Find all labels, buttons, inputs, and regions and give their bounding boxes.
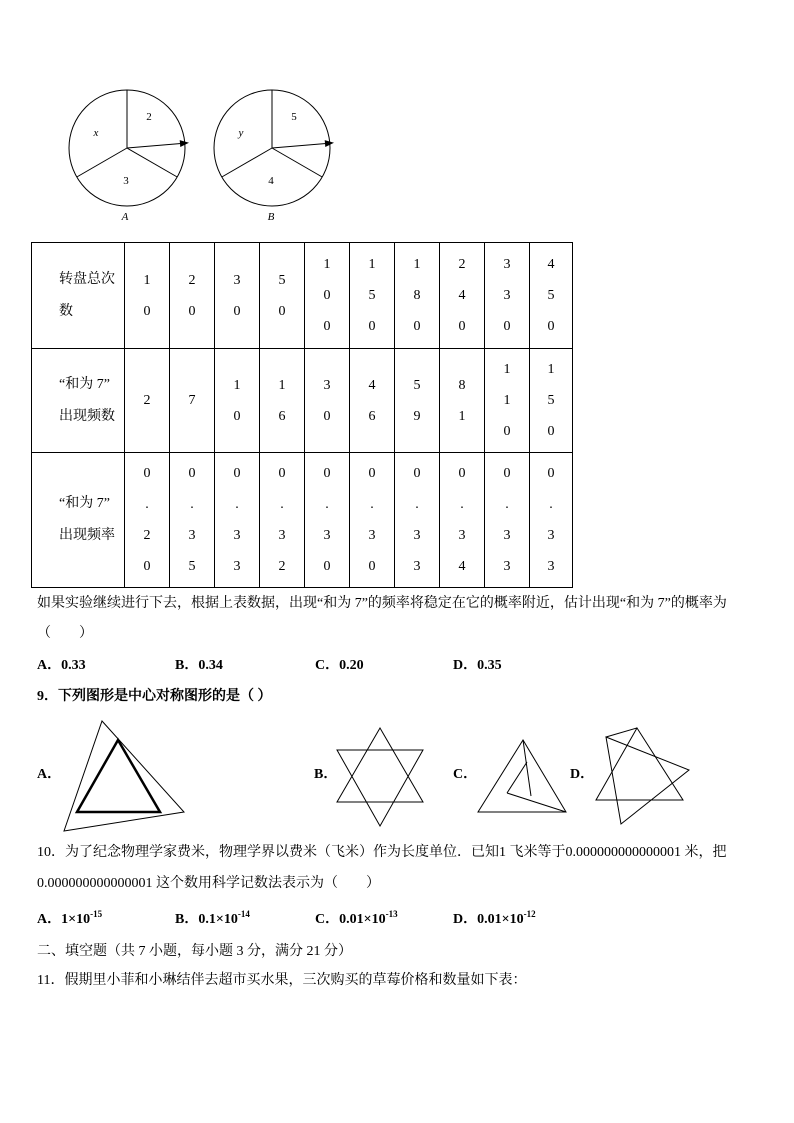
q8-text: 如果实验继续进行下去，根据上表数据，出现“和为 7”的频率将稳定在它的概率附近，估计出现“和为 7”的概率为 bbox=[37, 596, 727, 611]
cell-value: 10 bbox=[233, 377, 241, 424]
q9-figure-label-c: C． bbox=[453, 767, 478, 782]
cell-value: 0.30 bbox=[368, 466, 376, 574]
table-cell bbox=[395, 349, 440, 453]
option-value: 0.33 bbox=[61, 658, 86, 673]
q9-figure-d bbox=[590, 722, 695, 830]
outer-triangle bbox=[478, 740, 566, 812]
spinner-a-sector-label: 2 bbox=[146, 111, 152, 123]
spinner-b-pointer bbox=[272, 144, 326, 149]
q9-figure-label-d: D． bbox=[570, 767, 595, 782]
option-exponent: -12 bbox=[523, 909, 536, 919]
table-cell bbox=[260, 243, 305, 349]
q8-answer-blank: （ ） bbox=[37, 626, 93, 641]
option-base: 0.01×10 bbox=[477, 912, 524, 927]
table-row-total-spins bbox=[32, 243, 573, 349]
table-cell bbox=[215, 243, 260, 349]
option-exponent: -15 bbox=[90, 909, 103, 919]
option-value: 0.34 bbox=[198, 658, 223, 673]
spinner-b bbox=[214, 90, 334, 206]
table-cell bbox=[440, 453, 485, 588]
q10-option-c bbox=[315, 910, 398, 930]
table-cell bbox=[440, 349, 485, 453]
spinner-b-divider bbox=[222, 148, 272, 177]
spinner-b-sector-label: 5 bbox=[291, 111, 297, 123]
table-cell bbox=[125, 243, 170, 349]
table-cell bbox=[530, 349, 573, 453]
q8-option-d bbox=[453, 656, 502, 676]
option-label: D． bbox=[453, 912, 478, 927]
spinner-a bbox=[69, 90, 189, 206]
table-cell bbox=[485, 243, 530, 349]
inner-line bbox=[507, 762, 527, 793]
spinner-b-caption: B bbox=[267, 211, 275, 223]
q9-figure-b bbox=[330, 720, 430, 832]
table-cell bbox=[305, 453, 350, 588]
option-label: C． bbox=[315, 658, 340, 673]
q9-figure-a bbox=[55, 715, 190, 840]
upward-triangle bbox=[337, 728, 423, 802]
cell-value: 0.33 bbox=[233, 466, 241, 574]
cell-value: 2 bbox=[143, 393, 151, 408]
option-label: B． bbox=[175, 658, 199, 673]
spinner-a-sector-label: x bbox=[93, 127, 99, 139]
cell-value: 10 bbox=[143, 272, 151, 319]
cell-value: 30 bbox=[323, 377, 331, 424]
cell-value: 450 bbox=[547, 257, 555, 334]
triangle-one bbox=[596, 728, 683, 800]
spinner-b-divider bbox=[272, 148, 322, 177]
cell-value: 100 bbox=[323, 257, 331, 334]
row-header-line: 出现频率 bbox=[59, 528, 115, 543]
table-row-sum7-frequency bbox=[32, 453, 573, 588]
downward-triangle bbox=[337, 750, 423, 826]
table-cell bbox=[485, 453, 530, 588]
option-label: A． bbox=[37, 658, 62, 673]
table-cell bbox=[530, 243, 573, 349]
inner-line bbox=[507, 793, 566, 812]
bold-triangle bbox=[77, 740, 160, 812]
q8-option-a bbox=[37, 656, 86, 676]
row-header-line: 转盘总次 bbox=[59, 271, 115, 287]
spinner-b-sector-label: 4 bbox=[268, 175, 274, 187]
option-value: 0.20 bbox=[339, 658, 364, 673]
spinner-a-sector-label: 3 bbox=[123, 175, 129, 187]
q11-text: 11．假期里小菲和小琳结伴去超市买水果，三次购买的草莓价格和数量如下表： bbox=[37, 973, 527, 988]
cell-value: 150 bbox=[547, 362, 555, 439]
table-cell bbox=[170, 349, 215, 453]
table-cell bbox=[125, 453, 170, 588]
option-base: 0.1×10 bbox=[198, 912, 238, 927]
cell-value: 0.33 bbox=[503, 466, 511, 574]
cell-value: 20 bbox=[188, 272, 196, 319]
option-exponent: -13 bbox=[385, 909, 398, 919]
cell-value: 0.20 bbox=[143, 466, 151, 574]
table-cell bbox=[305, 243, 350, 349]
table-cell bbox=[485, 349, 530, 453]
option-label: B． bbox=[175, 912, 199, 927]
option-base: 0.01×10 bbox=[339, 912, 386, 927]
table-cell bbox=[125, 349, 170, 453]
option-label: D． bbox=[453, 658, 478, 673]
row-header bbox=[32, 243, 125, 349]
q10-option-b bbox=[175, 910, 250, 930]
section-heading: 二、填空题（共 7 小题，每小题 3 分，满分 21 分） bbox=[37, 944, 352, 959]
option-label: A． bbox=[37, 912, 62, 927]
cell-value: 150 bbox=[368, 257, 376, 334]
table-cell bbox=[350, 349, 395, 453]
row-header-line: “和为 7” bbox=[59, 376, 110, 392]
table-cell bbox=[260, 453, 305, 588]
cell-value: 110 bbox=[503, 362, 511, 439]
q9-figure-c bbox=[470, 732, 575, 822]
spinner-a-divider bbox=[127, 148, 177, 177]
q10-text-line1: 10．为了纪念物理学家费米，物理学界以费米（飞米）作为长度单位．已知1 飞米等于0.000000000000001 米，把 bbox=[37, 845, 727, 860]
q10-option-d bbox=[453, 910, 536, 930]
cell-value: 0.33 bbox=[413, 466, 421, 574]
table-cell bbox=[260, 349, 305, 453]
table-cell bbox=[350, 453, 395, 588]
spinner-a-divider bbox=[77, 148, 127, 177]
q9-figure-label-b: B． bbox=[314, 767, 338, 782]
row-header-line: “和为 7” bbox=[59, 496, 110, 511]
cell-value: 0.32 bbox=[278, 466, 286, 574]
cell-value: 46 bbox=[368, 377, 376, 424]
spinner-a-caption: A bbox=[121, 211, 129, 223]
option-base: 1×10 bbox=[61, 912, 91, 927]
q10-option-a bbox=[37, 910, 102, 930]
q8-option-b bbox=[175, 656, 223, 676]
triangle-two bbox=[606, 737, 689, 824]
table-cell bbox=[395, 453, 440, 588]
cell-value: 0.34 bbox=[458, 466, 466, 574]
q9-figure-label-a: A． bbox=[37, 767, 62, 782]
table-cell bbox=[215, 453, 260, 588]
table-row-sum7-count bbox=[32, 349, 573, 453]
inner-line bbox=[523, 740, 531, 796]
cell-value: 81 bbox=[458, 377, 466, 424]
cell-value: 30 bbox=[233, 272, 241, 319]
cell-value: 0.33 bbox=[547, 466, 555, 574]
cell-value: 16 bbox=[278, 377, 286, 424]
row-header bbox=[32, 349, 125, 453]
q9-text: 9．下列图形是中心对称图形的是（ ） bbox=[37, 689, 272, 704]
table-cell bbox=[530, 453, 573, 588]
row-header-line: 数 bbox=[59, 303, 73, 319]
table-cell bbox=[215, 349, 260, 453]
row-header-line: 出现频数 bbox=[59, 408, 115, 424]
q10-text-line2: 0.000000000000001 这个数用科学记数法表示为（ ） bbox=[37, 876, 380, 891]
table-cell bbox=[395, 243, 440, 349]
cell-value: 240 bbox=[458, 257, 466, 334]
option-exponent: -14 bbox=[237, 909, 250, 919]
table-cell bbox=[305, 349, 350, 453]
cell-value: 59 bbox=[413, 377, 421, 424]
spinners-figure bbox=[0, 80, 360, 230]
table-cell bbox=[170, 243, 215, 349]
spinner-a-pointer bbox=[127, 144, 181, 149]
table-cell bbox=[170, 453, 215, 588]
frequency-table bbox=[31, 242, 573, 588]
row-header bbox=[32, 453, 125, 588]
cell-value: 0.30 bbox=[323, 466, 331, 574]
option-label: C． bbox=[315, 912, 340, 927]
table-cell bbox=[350, 243, 395, 349]
option-value: 0.35 bbox=[477, 658, 502, 673]
cell-value: 0.35 bbox=[188, 466, 196, 574]
thin-triangle bbox=[64, 721, 184, 831]
q8-option-c bbox=[315, 656, 364, 676]
spinner-b-sector-label: y bbox=[238, 127, 244, 139]
cell-value: 330 bbox=[503, 257, 511, 334]
cell-value: 7 bbox=[188, 393, 196, 408]
table-cell bbox=[440, 243, 485, 349]
cell-value: 180 bbox=[413, 257, 421, 334]
cell-value: 50 bbox=[278, 272, 286, 319]
